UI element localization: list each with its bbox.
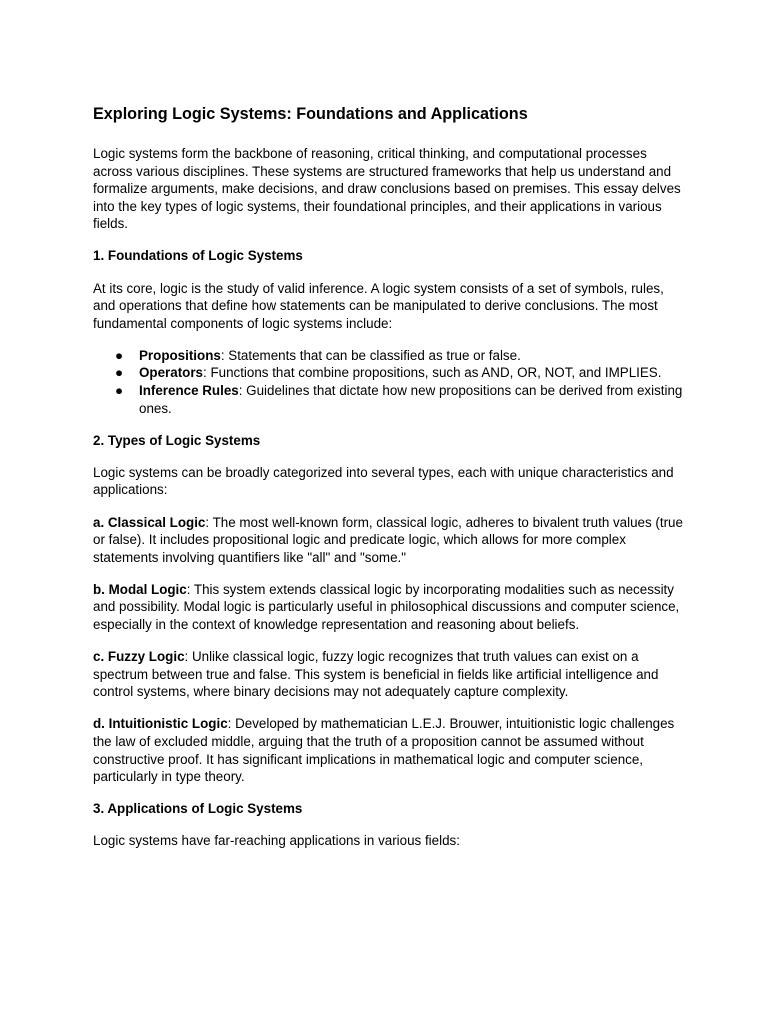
logic-type-text: : The most well-known form, classical logic, adheres to bivalent truth values (true or false). It includes propositional logic and predicate logic, which allows for more complex statements involving quantifiers like "all" and "some." bbox=[93, 514, 683, 565]
list-item bbox=[93, 364, 683, 382]
document-title: Exploring Logic Systems: Foundations and Applications bbox=[93, 105, 528, 123]
list-item bbox=[93, 347, 683, 365]
logic-type-term: a. Classical Logic bbox=[93, 514, 206, 530]
applications-paragraph: Logic systems have far-reaching applications in various fields: bbox=[93, 833, 460, 849]
foundations-paragraph: At its core, logic is the study of valid inference. A logic system consists of a set of symbols, rules, and operations that define how statements can be manipulated to derive conclusions. The most fundamental components of logic systems include: bbox=[93, 280, 664, 331]
bullet-icon: ● bbox=[115, 347, 124, 363]
intro-paragraph: Logic systems form the backbone of reasoning, critical thinking, and computational processes across various disciplines. These systems are structured frameworks that help us understand and formalize arguments, make decisions, and draw conclusions based on premises. This essay delves into the key types of logic systems, their foundational principles, and their applications in various fields. bbox=[93, 146, 681, 232]
components-list bbox=[93, 347, 683, 417]
logic-type-paragraph bbox=[93, 715, 683, 785]
bullet-icon: ● bbox=[115, 383, 124, 399]
logic-type-term: d. Intuitionistic Logic bbox=[93, 716, 228, 732]
logic-type-paragraph bbox=[93, 581, 683, 634]
logic-type-text: : Unlike classical logic, fuzzy logic recognizes that truth values can exist on a spectrum between true and false. This system is beneficial in fields like artificial intelligence and control systems, where binary decisions may not adequately capture complexity. bbox=[93, 649, 659, 700]
logic-type-paragraph bbox=[93, 514, 683, 567]
types-paragraph: Logic systems can be broadly categorized into several types, each with unique characteristics and applications: bbox=[93, 464, 674, 498]
logic-type-text: : Developed by mathematician L.E.J. Brouwer, intuitionistic logic challenges the law of excluded middle, arguing that the truth of a proposition cannot be assumed without constructive proof. It has significant implications in mathematical logic and computer science, particularly in type theory. bbox=[93, 716, 675, 785]
section-heading-foundations: 1. Foundations of Logic Systems bbox=[93, 248, 303, 264]
logic-type-term: b. Modal Logic bbox=[93, 581, 187, 597]
section-heading-applications: 3. Applications of Logic Systems bbox=[93, 801, 303, 817]
list-item-term: Inference Rules bbox=[139, 383, 239, 399]
list-item-term: Operators bbox=[139, 365, 203, 381]
list-item bbox=[93, 382, 683, 417]
document-page bbox=[93, 104, 683, 864]
list-item-term: Propositions bbox=[139, 347, 221, 363]
section-heading-types: 2. Types of Logic Systems bbox=[93, 432, 261, 448]
logic-type-text: : This system extends classical logic by incorporating modalities such as necessity and possibility. Modal logic is particularly useful in philosophical discussions and computer science, especially in the context of knowledge representation and reasoning about beliefs. bbox=[93, 581, 680, 632]
bullet-icon: ● bbox=[115, 365, 124, 381]
list-item-text: : Guidelines that dictate how new propositions can be derived from existing ones. bbox=[139, 383, 683, 416]
list-item-text: : Statements that can be classified as true or false. bbox=[220, 347, 521, 363]
logic-type-paragraph bbox=[93, 648, 683, 701]
list-item-text: : Functions that combine propositions, such as AND, OR, NOT, and IMPLIES. bbox=[203, 365, 662, 381]
logic-type-term: c. Fuzzy Logic bbox=[93, 649, 185, 665]
